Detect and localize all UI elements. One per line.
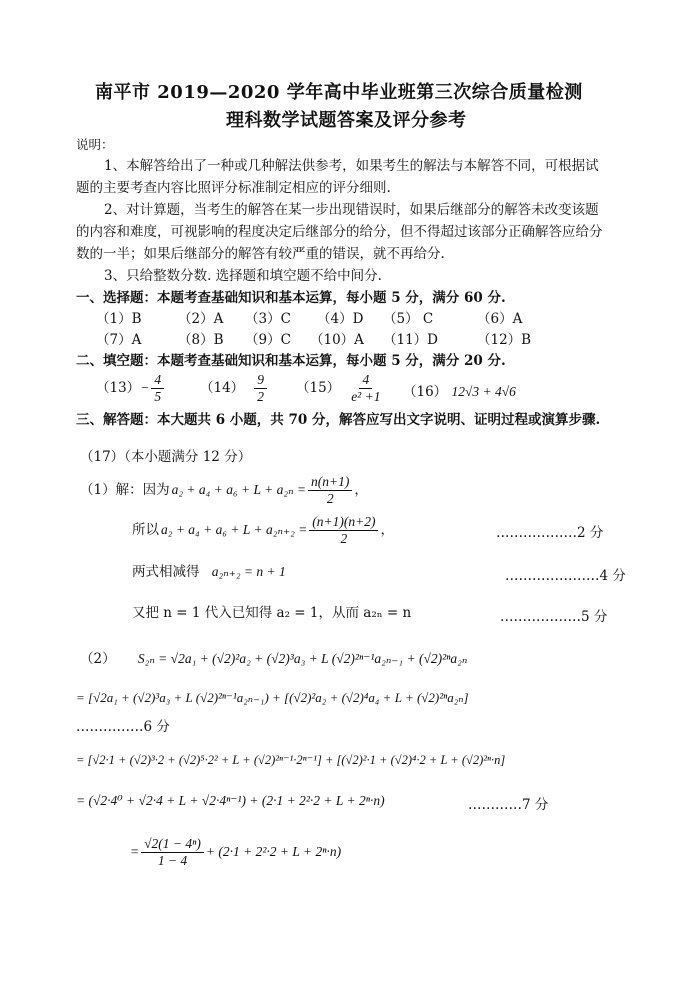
note-2a: 2、对计算题，当考生的解答在某一步出现错误时，如果后继部分的解答未改变该题 bbox=[104, 202, 599, 218]
note-3: 3、只给整数分数. 选择题和填空题不给中间分. bbox=[104, 268, 382, 284]
section3-heading: 三、解答题：本大题共 6 小题，共 70 分，解答应写出文字说明、证明过程或演算步骤. bbox=[76, 412, 601, 428]
q17-step2-numerator: (n+1)(n+2) bbox=[309, 514, 378, 531]
q17-step3-score: …………………4 分 bbox=[505, 568, 626, 584]
q17-step2 bbox=[132, 514, 394, 546]
answer-9: （9）C bbox=[245, 332, 291, 348]
answer-8: （8）B bbox=[178, 332, 224, 348]
q17-step2-denominator: 2 bbox=[340, 530, 348, 546]
answer-3: （3）C bbox=[245, 311, 291, 327]
answer-12: （12）B bbox=[477, 332, 532, 348]
answer-14-denominator: 2 bbox=[257, 388, 264, 404]
answer-14 bbox=[200, 372, 269, 404]
q17-part2-line6 bbox=[130, 836, 341, 868]
q17-step2-end: ， bbox=[380, 521, 394, 538]
q17-part2-line6-rest: + (2·1 + 2²·2 + L + 2ⁿ·n) bbox=[205, 843, 342, 859]
answer-14-fraction bbox=[254, 372, 267, 404]
q17-part2 bbox=[80, 651, 467, 668]
answer-16-label: （16） bbox=[403, 384, 448, 400]
answer-16-value: 12√3 + 4√6 bbox=[451, 384, 516, 399]
answer-15-label: （15） bbox=[296, 379, 341, 396]
answer-13-sign: − bbox=[140, 379, 150, 395]
answer-13-numerator: 4 bbox=[151, 372, 164, 389]
q17-part2-line1: S₂ₙ = √2a₁ + (√2)²a₂ + (√2)³a₃ + L (√2)²ⁿ⁻¹a₂ₙ₋₁ + (√2)²ⁿa₂ₙ bbox=[137, 651, 468, 666]
answer-13-fraction bbox=[151, 372, 164, 404]
page-title: 南平市 2019—2020 学年高中毕业班第三次综合质量检测 bbox=[95, 82, 583, 103]
answer-1: （1）B bbox=[96, 311, 142, 327]
answer-13-label: （13） bbox=[96, 379, 141, 396]
answer-6: （6）A bbox=[477, 311, 523, 327]
answer-11: （11）D bbox=[383, 332, 439, 348]
q17-step2-fraction bbox=[309, 514, 378, 546]
q17-step3-math: a₂ₙ₊₂ = n + 1 bbox=[211, 564, 286, 579]
answer-4: （4）D bbox=[317, 311, 364, 327]
q17-part2-label: （2） bbox=[80, 651, 116, 667]
q17-step1-end: ， bbox=[354, 481, 368, 498]
answer-10: （10）A bbox=[310, 332, 364, 348]
answer-15-fraction bbox=[348, 372, 383, 404]
q17-step3-text: 两式相减得 bbox=[132, 564, 200, 580]
q17-step4-score: ………………5 分 bbox=[500, 609, 608, 625]
note-2b: 的内容和难度，可视影响的程度决定后继部分的给分，但不得超过该部分正确解答应给分 bbox=[76, 224, 603, 240]
q17-part2-line5: = (√2·4⁰ + √2·4 + L + √2·4ⁿ⁻¹) + (2·1 + 2²·2 + L + 2ⁿ·n) bbox=[76, 793, 385, 808]
q17-step2-score: ………………2 分 bbox=[496, 525, 604, 541]
q17-part2-line5-score: …………7 分 bbox=[468, 797, 549, 813]
answer-2: （2）A bbox=[178, 311, 224, 327]
q17-step1-numerator: n(n+1) bbox=[308, 474, 352, 491]
q17-step1-lhs: a₂ + a₄ + a₆ + L + a₂ₙ = bbox=[171, 481, 307, 497]
note-2c: 数的一半；如果后继部分的解答有较严重的错误，就不再给分. bbox=[76, 246, 445, 262]
answer-13-denominator: 5 bbox=[154, 388, 162, 404]
q17-part2-line6-numerator: √2(1 − 4ⁿ) bbox=[141, 836, 204, 853]
answer-15-numerator: 4 bbox=[359, 372, 372, 389]
q17-step1-denominator: 2 bbox=[326, 490, 334, 506]
note-1b: 题的主要考查内容比照评分标准制定相应的评分细则. bbox=[76, 180, 391, 196]
section2-heading: 二、填空题：本题考查基础知识和基本运算，每小题 5 分，满分 20 分. bbox=[76, 353, 506, 369]
q17-step4: 又把 n = 1 代入已知得 a₂ = 1，从而 a₂ₙ = n bbox=[132, 605, 412, 621]
answer-5: （5） C bbox=[383, 311, 434, 327]
q17-step1-fraction bbox=[308, 474, 352, 506]
q17-step3 bbox=[132, 564, 286, 581]
q17-part2-line6-eq: = bbox=[130, 843, 140, 859]
answer-13 bbox=[96, 372, 166, 404]
q17-part2-line4: = [√2·1 + (√2)³·2 + (√2)⁵·2² + L + (√2)²ⁿ⁻¹·2ⁿ⁻¹] + [(√2)²·1 + (√2)⁴·2 + L + (√2)²ⁿ·n] bbox=[76, 753, 506, 767]
page-subtitle: 理科数学试题答案及评分参考 bbox=[226, 110, 467, 131]
answer-16 bbox=[403, 384, 516, 401]
answer-15-denominator: e² +1 bbox=[351, 388, 381, 404]
q17-step2-lhs: a₂ + a₄ + a₆ + L + a₂ₙ₊₂ = bbox=[161, 521, 308, 537]
q17-step1 bbox=[80, 474, 368, 506]
answer-14-numerator: 9 bbox=[254, 372, 267, 389]
notes-heading: 说明： bbox=[76, 137, 114, 152]
q17-part2-line3-score: ……………6 分 bbox=[76, 719, 170, 735]
q17-step2-label: 所以 bbox=[132, 521, 159, 538]
note-1a: 1、本解答给出了一种或几种解法供参考，如果考生的解法与本解答不同，可根据试 bbox=[104, 158, 599, 174]
q17-heading: （17）（本小题满分 12 分） bbox=[80, 449, 252, 465]
q17-step1-label: （1）解：因为 bbox=[80, 481, 170, 498]
answer-14-label: （14） bbox=[200, 379, 245, 396]
q17-part2-line6-fraction bbox=[141, 836, 204, 868]
section1-heading: 一、选择题：本题考查基础知识和基本运算，每小题 5 分，满分 60 分. bbox=[76, 290, 506, 306]
answer-15 bbox=[296, 372, 385, 404]
answer-7: （7）A bbox=[96, 332, 142, 348]
q17-part2-line2: = [√2a₁ + (√2)³a₃ + L (√2)²ⁿ⁻¹a₂ₙ₋₁) + [(√2)²a₂ + (√2)⁴a₄ + L + (√2)²ⁿa₂ₙ] bbox=[76, 690, 469, 705]
q17-part2-line6-denominator: 1 − 4 bbox=[157, 852, 188, 868]
